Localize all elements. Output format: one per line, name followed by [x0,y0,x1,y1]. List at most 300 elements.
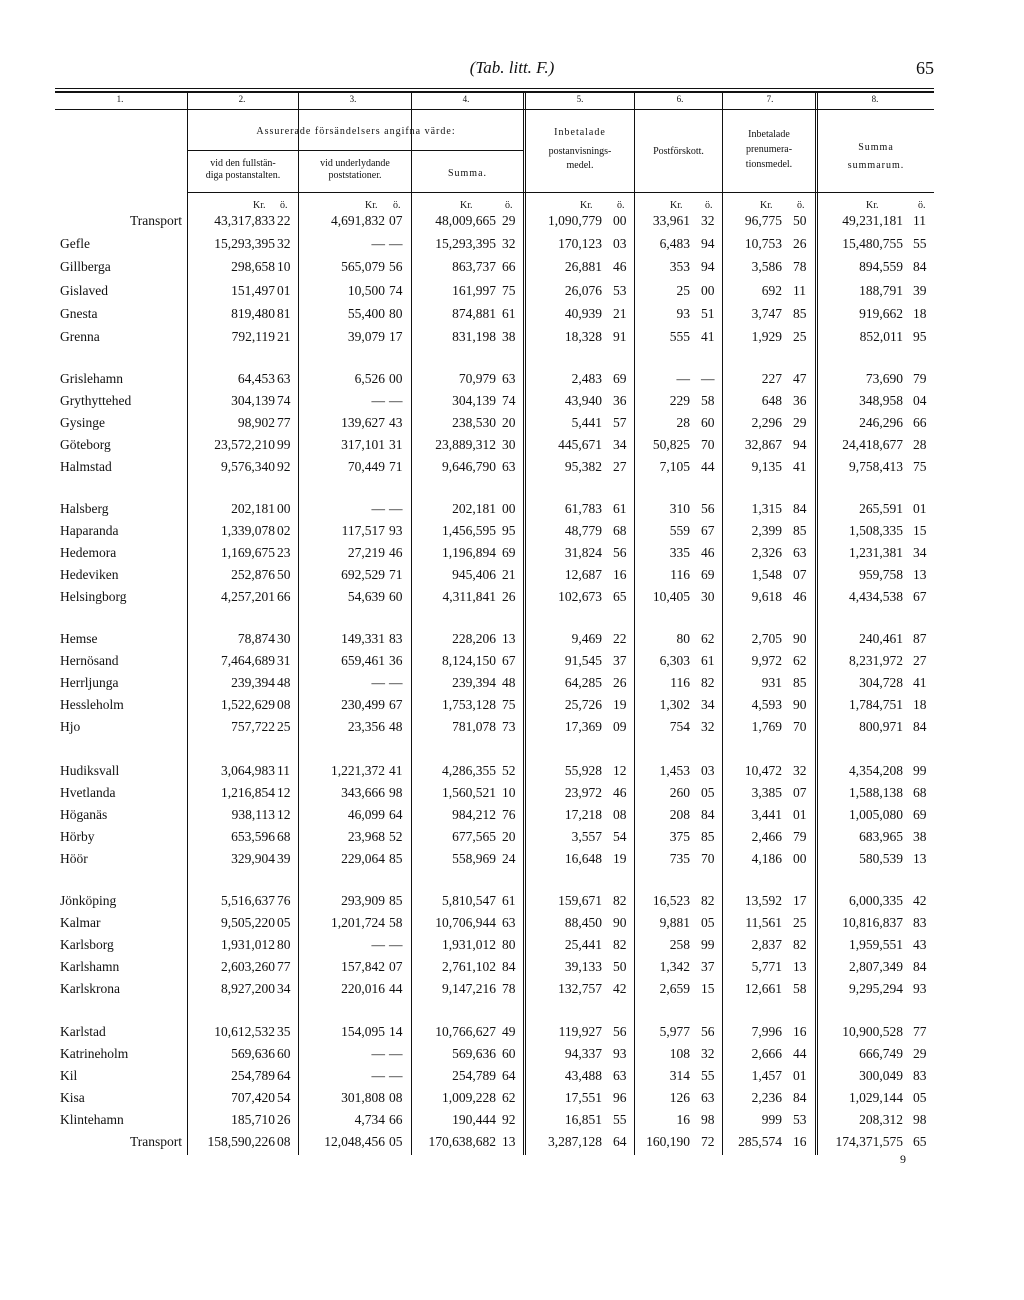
cell-kronor: 2,483 [571,371,602,386]
cell-ore: 61 [502,893,516,908]
cell-ore: 37 [613,653,627,668]
cell-kronor: 161,997 [452,283,496,298]
cell-ore: 32 [502,236,516,251]
cell-kronor: 1,931,012 [221,937,275,952]
top-rule [55,88,934,89]
cell-ore: 51 [701,306,715,321]
cell-ore: 77 [913,1024,927,1039]
cell-ore: 30 [277,631,291,646]
cell-kronor: 96,775 [744,213,782,228]
cell-ore: 84 [913,259,927,274]
cell-kronor: 10,753 [744,236,782,251]
cell-kronor: 959,758 [859,567,903,582]
colnum-3: 3. [349,94,357,104]
cell-ore: 56 [613,1024,627,1039]
cell-kronor: 23,889,312 [435,437,496,452]
cell-kronor: 298,658 [231,259,275,274]
unit-ore-2: ö. [280,200,288,211]
row-label: Hörby [60,829,95,844]
cell-kronor: 677,565 [452,829,496,844]
page-title: (Tab. litt. F.) [469,58,555,77]
row-label: Höganäs [60,807,108,822]
cell-kronor: 4,286,355 [442,763,496,778]
row-label: Gillberga [60,259,111,274]
unit-ore-3: ö. [393,200,401,211]
row-label: Hvetlanda [60,785,116,800]
cell-ore: 46 [613,785,627,800]
cell-kronor: 559 [669,523,690,538]
cell-kronor: 3,557 [571,829,602,844]
table-row [0,586,1024,608]
cell-ore: 68 [913,785,927,800]
cell-ore: 93 [913,981,927,996]
cell-kronor: 28 [676,415,690,430]
table-row [0,1087,1024,1109]
cell-kronor: 126 [669,1090,690,1105]
table-row [0,1021,1024,1043]
cell-kronor: 8,124,150 [442,653,496,668]
cell-kronor: 27,219 [347,545,385,560]
cell-ore: 32 [701,719,715,734]
cell-ore: 74 [389,283,403,298]
row-label: Kalmar [60,915,101,930]
cell-kronor: 70,449 [347,459,385,474]
row-label: Helsingborg [60,589,127,604]
cell-ore: 01 [793,807,807,822]
cell-kronor: 64,285 [564,675,602,690]
cell-kronor: 683,965 [859,829,903,844]
cell-ore: 16 [793,1024,807,1039]
cell-kronor: 16,648 [564,851,602,866]
row-label: Karlskrona [60,981,120,996]
row-label: Gefle [60,236,90,251]
cell-ore: 55 [701,1068,715,1083]
table-row [0,434,1024,456]
cell-ore: — [389,675,403,690]
cell-kronor: 1,784,751 [849,697,903,712]
row-label: Höör [60,851,88,866]
row-name [60,848,188,870]
table-row [0,826,1024,848]
table-row [0,912,1024,934]
cell-ore: 94 [701,259,715,274]
cell-ore: 31 [389,437,403,452]
cell-ore: 12 [277,785,291,800]
cell-kronor: 23,972 [564,785,602,800]
cell-ore: 85 [793,675,807,690]
cell-ore: 54 [277,1090,291,1105]
cell-kronor: 158,590,226 [207,1134,275,1149]
row-label: Hedeviken [60,567,119,582]
cell-ore: 50 [613,959,627,974]
cell-ore: 46 [793,589,807,604]
cell-ore: 25 [793,915,807,930]
cell-ore: 28 [913,437,927,452]
cell-ore: 71 [389,567,403,582]
cell-kronor: 2,659 [659,981,690,996]
cell-ore: 25 [277,719,291,734]
cell-kronor: 375 [669,829,690,844]
cell-kronor: 139,627 [341,415,385,430]
cell-ore: 76 [502,807,516,822]
cell-kronor: 1,548 [751,567,782,582]
cell-ore: 26 [793,236,807,251]
cell-ore: 37 [701,959,715,974]
cell-kronor: 32,867 [744,437,782,452]
cell-kronor: 24,418,677 [842,437,903,452]
cell-kronor: 265,591 [859,501,903,516]
cell-kronor: 159,671 [558,893,602,908]
cell-ore: 64 [613,1134,627,1149]
cell-ore: 99 [913,763,927,778]
cell-ore: — [389,937,403,952]
cell-ore: 13 [793,959,807,974]
header-col5-top: Inbetalade [554,127,606,138]
cell-ore: 00 [701,283,715,298]
cell-ore: 53 [793,1112,807,1127]
row-label: Grenna [60,329,100,344]
cell-kronor: 185,710 [231,1112,275,1127]
cell-ore: 03 [701,763,715,778]
cell-ore: 61 [502,306,516,321]
cell-kronor: 7,996 [751,1024,782,1039]
cell-kronor: 174,371,575 [835,1134,903,1149]
cell-kronor: 1,769 [751,719,782,734]
cell-ore: 32 [277,236,291,251]
cell-kronor: 310 [669,501,690,516]
row-name [60,760,188,782]
cell-ore: 67 [701,523,715,538]
cell-kronor: 93 [676,306,690,321]
cell-kronor: 4,593 [751,697,782,712]
cell-ore: 90 [793,631,807,646]
cell-kronor: 558,969 [452,851,496,866]
cell-kronor: 26,076 [564,283,602,298]
cell-ore: 05 [913,1090,927,1105]
cell-ore: 52 [389,829,403,844]
cell-ore: 05 [277,915,291,930]
row-label: Katrineholm [60,1046,129,1061]
table-row [0,542,1024,564]
cell-kronor: 160,190 [646,1134,690,1149]
cell-kronor: 863,737 [452,259,496,274]
cell-kronor: 33,961 [652,213,690,228]
cell-kronor: 102,673 [558,589,602,604]
row-name [60,1043,188,1065]
cell-ore: — [389,393,403,408]
cell-kronor: — [371,1046,385,1061]
cell-ore: 18 [913,697,927,712]
cell-ore: 52 [502,763,516,778]
row-name [60,978,188,1000]
cell-kronor: 9,646,790 [442,459,496,474]
cell-ore: 99 [277,437,291,452]
cell-kronor: 2,603,260 [221,959,275,974]
cell-kronor: 5,516,637 [221,893,275,908]
cell-ore: 61 [701,653,715,668]
cell-kronor: 119,927 [558,1024,602,1039]
cell-ore: 55 [913,236,927,251]
cell-kronor: 208,312 [859,1112,903,1127]
cell-kronor: 831,198 [452,329,496,344]
cell-ore: 81 [277,306,291,321]
cell-ore: 17 [389,329,403,344]
cell-kronor: 3,441 [751,807,782,822]
cell-kronor: 17,551 [564,1090,602,1105]
cell-ore: 64 [389,807,403,822]
cell-kronor: 348,958 [859,393,903,408]
cell-kronor: 301,808 [341,1090,385,1105]
cell-ore: 99 [701,937,715,952]
cell-ore: 54 [613,829,627,844]
table-row [0,1131,1024,1153]
cell-ore: 75 [502,697,516,712]
header-col8: Summa summarum. [847,142,905,171]
cell-kronor: 7,464,689 [221,653,275,668]
unit-kr-7: Kr. [760,200,773,211]
cell-kronor: 2,296 [751,415,782,430]
cell-ore: 00 [502,501,516,516]
cell-ore: 83 [389,631,403,646]
cell-kronor: 17,218 [564,807,602,822]
cell-ore: 66 [913,415,927,430]
cell-kronor: 239,394 [452,675,496,690]
cell-ore: 13 [502,1134,516,1149]
cell-kronor: 2,236 [751,1090,782,1105]
unit-kr-5: Kr. [580,200,593,211]
cell-ore: 05 [701,915,715,930]
cell-kronor: 692,529 [341,567,385,582]
cell-ore: 57 [613,415,627,430]
cell-ore: 05 [701,785,715,800]
row-name [60,672,188,694]
cell-kronor: 258 [669,937,690,952]
cell-kronor: 254,789 [231,1068,275,1083]
cell-kronor: 43,940 [564,393,602,408]
cell-kronor: 819,480 [231,306,275,321]
cell-ore: 55 [613,1112,627,1127]
cell-kronor: 1,216,854 [221,785,275,800]
row-name [60,650,188,672]
cell-kronor: 117,517 [341,523,385,538]
row-name [60,694,188,716]
cell-ore: 47 [793,371,807,386]
cell-ore: 11 [913,213,926,228]
row-label: Hjo [60,719,81,734]
cell-kronor: — [371,501,385,516]
cell-ore: 75 [502,283,516,298]
cell-ore: 44 [389,981,403,996]
cell-ore: 63 [502,915,516,930]
cell-kronor: 5,771 [751,959,782,974]
cell-kronor: 46,099 [347,807,385,822]
cell-ore: 12 [277,807,291,822]
cell-ore: 38 [913,829,927,844]
row-name [60,456,188,478]
cell-ore: 93 [389,523,403,538]
cell-ore: 42 [613,981,627,996]
cell-kronor: 220,016 [341,981,385,996]
cell-kronor: 1,315 [751,501,782,516]
cell-ore: 10 [277,259,291,274]
cell-ore: 07 [793,567,807,582]
cell-ore: 32 [701,213,715,228]
cell-ore: 07 [793,785,807,800]
cell-kronor: 61,783 [564,501,602,516]
cell-ore: 18 [913,306,927,321]
row-label: Hernösand [60,653,119,668]
cell-ore: 90 [613,915,627,930]
cell-kronor: 55,928 [564,763,602,778]
cell-kronor: 190,444 [452,1112,496,1127]
cell-ore: 66 [502,259,516,274]
cell-ore: 56 [701,1024,715,1039]
cell-kronor: 6,303 [659,653,690,668]
cell-kronor: 10,816,837 [842,915,903,930]
unit-kr-2: Kr. [253,200,266,211]
cell-ore: 29 [913,1046,927,1061]
cell-kronor: 445,671 [558,437,602,452]
cell-ore: 82 [613,893,627,908]
cell-ore: 65 [913,1134,927,1149]
cell-kronor: 238,530 [452,415,496,430]
cell-kronor: 2,399 [751,523,782,538]
cell-ore: 83 [913,915,927,930]
cell-kronor: 23,968 [347,829,385,844]
cell-kronor: 16,523 [652,893,690,908]
cell-kronor: 304,139 [452,393,496,408]
cell-kronor: 8,927,200 [221,981,275,996]
cell-kronor: — [371,1068,385,1083]
cell-ore: 90 [793,697,807,712]
cell-ore: 46 [389,545,403,560]
cell-ore: 66 [389,1112,403,1127]
colnum-1: 1. [116,94,124,104]
cell-kronor: 239,394 [231,675,275,690]
cell-kronor: 10,472 [744,763,782,778]
cell-kronor: 304,728 [859,675,903,690]
table-row [0,848,1024,870]
cell-kronor: 781,078 [452,719,496,734]
table-row [0,390,1024,412]
leader-dots [60,1080,188,1081]
unit-ore-4: ö. [505,200,513,211]
row-name [60,1087,188,1109]
row-label: Transport [129,1134,182,1149]
cell-ore: — [389,501,403,516]
cell-kronor: 240,461 [859,631,903,646]
cell-kronor: 11,561 [745,915,782,930]
row-name [60,564,188,586]
cell-ore: 34 [613,437,627,452]
cell-ore: 62 [793,653,807,668]
cell-kronor: 10,500 [347,283,385,298]
cell-kronor: 1,453 [659,763,690,778]
cell-kronor: 2,326 [751,545,782,560]
cell-kronor: 653,596 [231,829,275,844]
cell-kronor: 1,931,012 [442,937,496,952]
unit-kr-4: Kr. [460,200,473,211]
cell-kronor: 94,337 [564,1046,602,1061]
row-label: Hedemora [60,545,117,560]
cell-ore: 01 [793,1068,807,1083]
row-name [60,412,188,434]
cell-ore: 63 [613,1068,627,1083]
cell-kronor: 317,101 [341,437,385,452]
cell-kronor: 1,029,144 [849,1090,903,1105]
cell-ore: 19 [613,851,627,866]
cell-ore: 09 [613,719,627,734]
cell-ore: 98 [913,1112,927,1127]
cell-kronor: 154,095 [341,1024,385,1039]
colnum-4: 4. [462,94,470,104]
cell-ore: 79 [913,371,927,386]
cell-ore: 74 [502,393,516,408]
cell-ore: 02 [277,523,291,538]
table-row [0,412,1024,434]
cell-ore: 20 [502,829,516,844]
cell-kronor: 1,342 [659,959,690,974]
cell-kronor: 648 [761,393,782,408]
cell-kronor: 3,586 [751,259,782,274]
cell-kronor: 9,469 [571,631,602,646]
cell-kronor: 132,757 [558,981,602,996]
cell-kronor: 335 [669,545,690,560]
cell-ore: 64 [502,1068,516,1083]
cell-ore: 35 [277,1024,291,1039]
header-bottom-rule [188,192,934,193]
row-label: Göteborg [60,437,111,452]
cell-ore: 42 [913,893,927,908]
cell-ore: 36 [389,653,403,668]
cell-kronor: 1,560,521 [442,785,496,800]
cell-ore: 08 [613,807,627,822]
cell-ore: 00 [277,501,291,516]
colnum-8: 8. [871,94,879,104]
cell-ore: 78 [502,981,516,996]
cell-kronor: 229 [669,393,690,408]
cell-ore: 11 [277,763,290,778]
unit-ore-7: ö. [797,200,805,211]
cell-ore: 78 [793,259,807,274]
cell-kronor: 13,592 [744,893,782,908]
cell-ore: 41 [793,459,807,474]
cell-ore: 38 [502,329,516,344]
table-row [0,672,1024,694]
cell-ore: 94 [793,437,807,452]
cell-ore: 13 [502,631,516,646]
cell-ore: 15 [701,981,715,996]
cell-ore: 32 [701,1046,715,1061]
cell-ore: 11 [793,283,806,298]
cell-kronor: 9,295,294 [849,981,903,996]
table-row [0,716,1024,738]
cell-ore: 66 [277,589,291,604]
cell-ore: 50 [793,213,807,228]
row-name [60,586,188,608]
cell-ore: 95 [502,523,516,538]
table-row [0,368,1024,390]
cell-ore: 93 [613,1046,627,1061]
cell-ore: 08 [277,697,291,712]
cell-ore: 05 [389,1134,403,1149]
cell-kronor: 252,876 [231,567,275,582]
table-row [0,256,1024,278]
cell-kronor: 565,079 [341,259,385,274]
cell-kronor: 25 [676,283,690,298]
cell-kronor: 108 [669,1046,690,1061]
row-name [60,326,188,348]
